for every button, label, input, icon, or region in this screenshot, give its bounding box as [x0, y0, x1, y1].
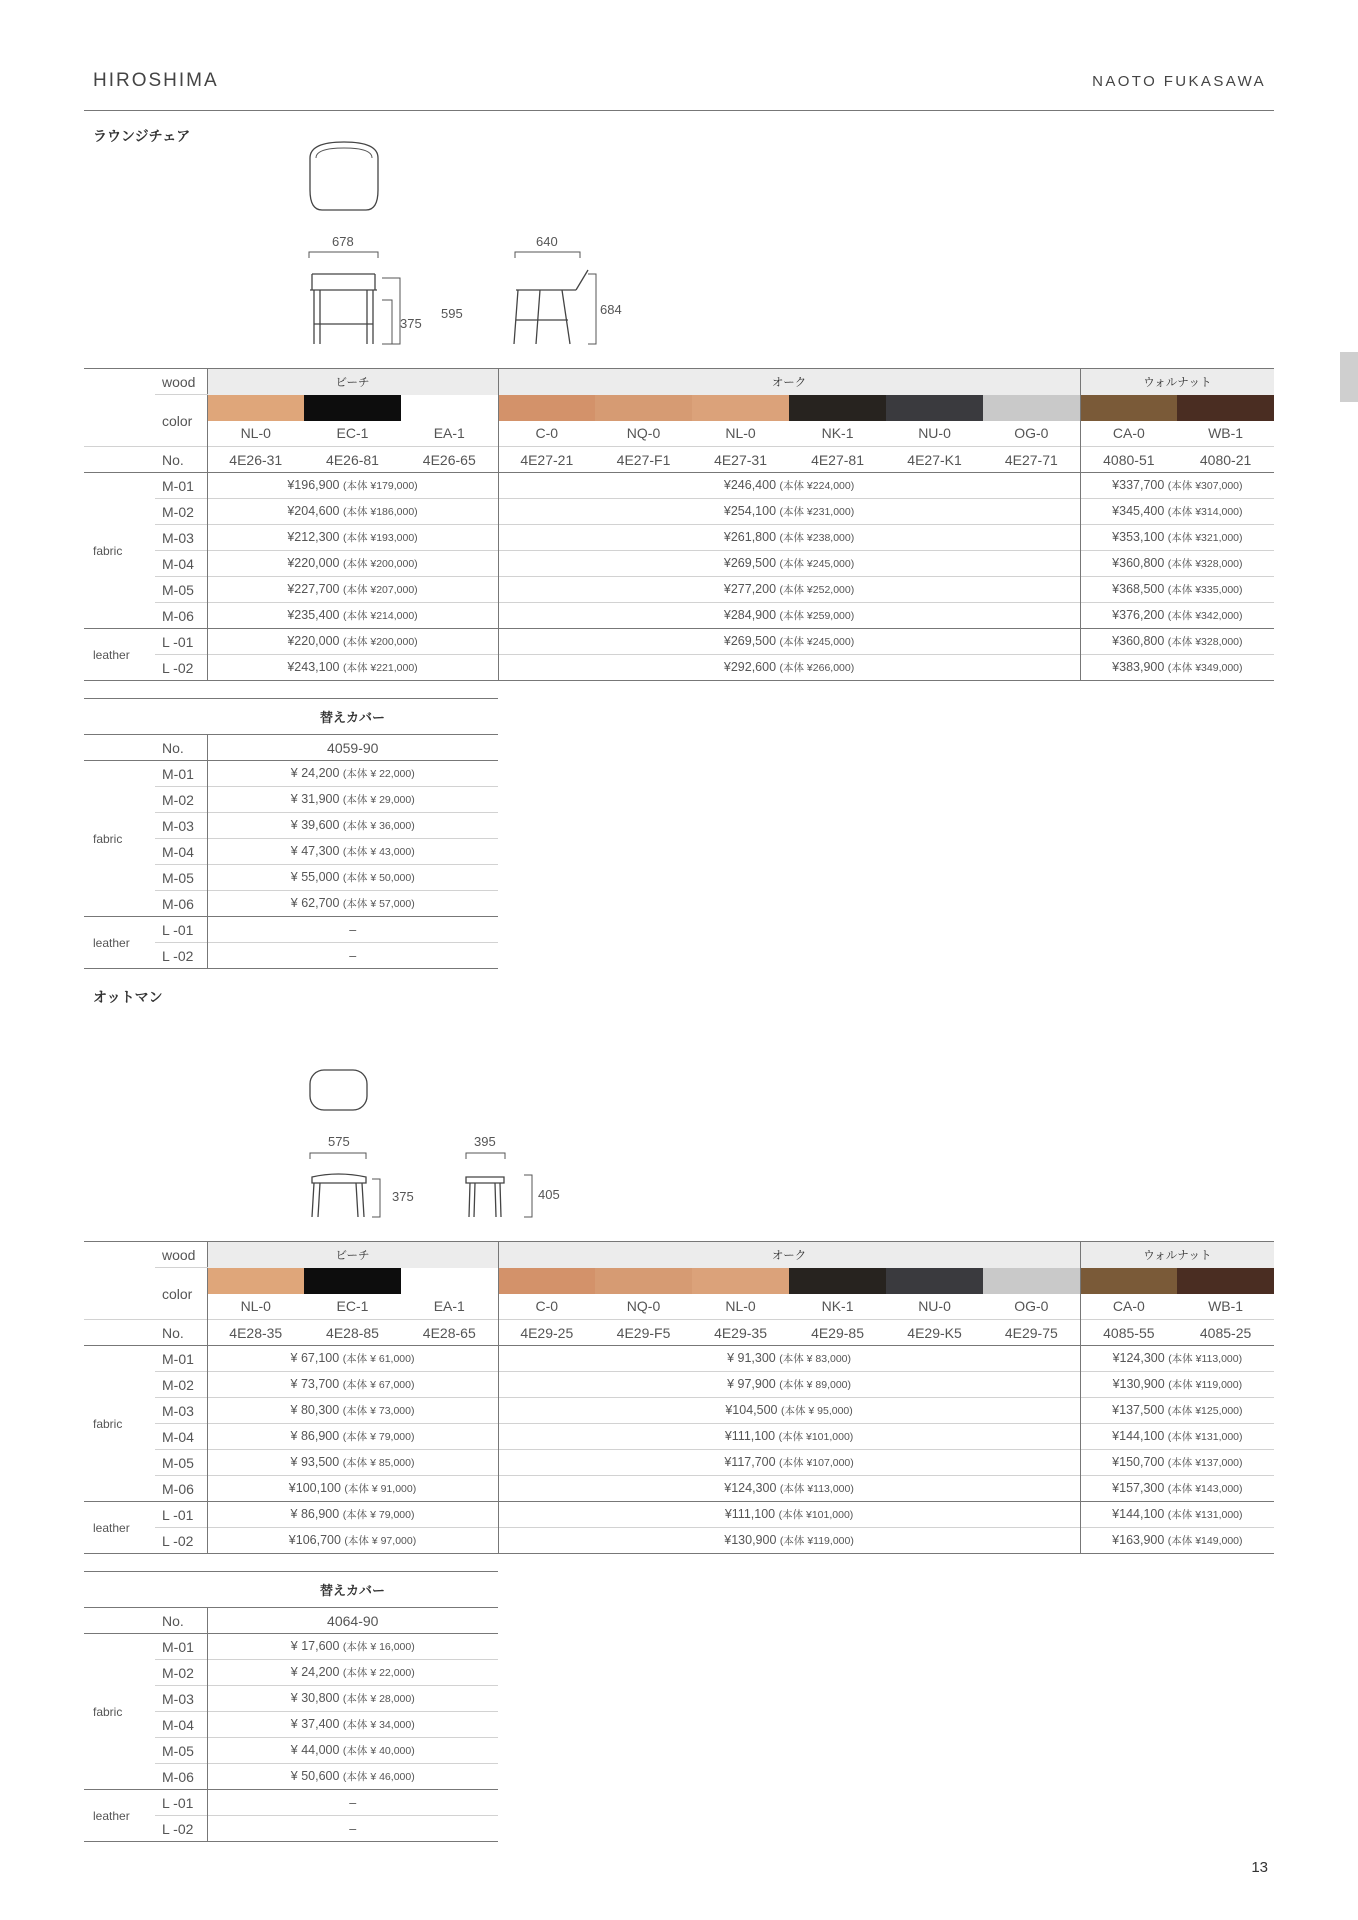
ottoman-width-bracket — [310, 1153, 366, 1159]
product-number: 4080-21 — [1199, 451, 1252, 468]
price-walnut: ¥124,300 (本体 ¥113,000) — [1112, 1351, 1243, 1365]
cover-price: ¥ 44,000 (本体 ¥ 40,000) — [290, 1743, 415, 1757]
product-number: 4E29-75 — [983, 1320, 1080, 1346]
price-walnut: ¥345,400 (本体 ¥314,000) — [1112, 504, 1243, 518]
row-label-wood: wood — [155, 1242, 207, 1268]
cover-row-label: M-02 — [155, 787, 207, 813]
section-title-lounge-chair: ラウンジチェア — [93, 128, 191, 144]
color-code: OG-0 — [983, 1294, 1080, 1320]
price-beech: ¥ 67,100 (本体 ¥ 61,000) — [207, 1346, 498, 1372]
cover-title: 替えカバー — [319, 710, 385, 725]
price-beech: ¥220,000 (本体 ¥200,000) — [207, 629, 498, 655]
dim-arm-height: 595 — [441, 306, 463, 321]
price-walnut: ¥337,700 (本体 ¥307,000) — [1112, 478, 1243, 492]
price-walnut: ¥376,200 (本体 ¥342,000) — [1112, 608, 1243, 622]
cover-price: ¥ 47,300 (本体 ¥ 43,000) — [290, 844, 415, 858]
price-walnut: ¥360,800 (本体 ¥328,000) — [1112, 556, 1243, 570]
row-label-color: color — [155, 395, 207, 447]
cover-price: ¥ 31,900 (本体 ¥ 29,000) — [290, 792, 415, 806]
color-code: EC-1 — [336, 425, 369, 442]
cover-row-label: M-01 — [155, 761, 207, 787]
group-label-leather: leather — [93, 647, 130, 662]
cover-row-label: M-02 — [155, 1660, 207, 1686]
price-row-label: M-01 — [155, 473, 207, 499]
row-label-no: No. — [155, 1320, 207, 1346]
price-walnut: ¥353,100 (本体 ¥321,000) — [1112, 530, 1243, 544]
depth-bracket — [515, 252, 580, 258]
price-oak: ¥111,100 (本体 ¥101,000) — [498, 1502, 1080, 1528]
product-number: 4E26-65 — [401, 447, 498, 473]
price-beech: ¥ 86,900 (本体 ¥ 79,000) — [207, 1502, 498, 1528]
price-walnut: ¥144,100 (本体 ¥131,000) — [1112, 1429, 1243, 1443]
price-oak: ¥ 97,900 (本体 ¥ 89,000) — [498, 1372, 1080, 1398]
color-swatch — [789, 395, 886, 421]
color-swatch — [304, 1268, 401, 1294]
cover-price: ¥ 30,800 (本体 ¥ 28,000) — [290, 1691, 415, 1705]
cover-row-label: M-03 — [155, 1686, 207, 1712]
dim-seat-height: 375 — [400, 316, 422, 331]
wood-header-walnut: ウォルナット — [1080, 369, 1274, 395]
ottoman-height-bracket — [372, 1179, 380, 1217]
header-divider — [84, 110, 1274, 111]
cover-row-label: M-01 — [155, 1634, 207, 1660]
price-row-label: M-03 — [155, 1398, 207, 1424]
price-oak: ¥130,900 (本体 ¥119,000) — [498, 1528, 1080, 1554]
row-label-no: No. — [155, 447, 207, 473]
color-code: EC-1 — [336, 1298, 369, 1315]
wood-header-beech: ビーチ — [207, 369, 498, 395]
product-number: 4E29-25 — [520, 1324, 574, 1341]
color-swatch — [304, 395, 401, 421]
cover-price: – — [349, 1821, 357, 1836]
color-code: C-0 — [535, 425, 559, 442]
color-swatch — [498, 1268, 595, 1294]
color-swatch — [983, 395, 1080, 421]
ottoman-front-view — [312, 1174, 366, 1217]
price-beech: ¥100,100 (本体 ¥ 91,000) — [207, 1476, 498, 1502]
color-swatch — [401, 1268, 498, 1294]
color-code: NL-0 — [725, 425, 756, 442]
group-label-leather: leather — [93, 1808, 130, 1823]
height-bracket — [588, 274, 596, 344]
color-swatch — [595, 395, 692, 421]
cover-row-label: M-06 — [155, 1764, 207, 1790]
price-walnut: ¥360,800 (本体 ¥328,000) — [1112, 634, 1243, 648]
color-code: WB-1 — [1208, 1298, 1244, 1315]
price-oak: ¥261,800 (本体 ¥238,000) — [498, 525, 1080, 551]
price-row-label: M-02 — [155, 1372, 207, 1398]
price-row-label: M-03 — [155, 525, 207, 551]
group-label-fabric: fabric — [93, 831, 123, 846]
price-row-label: M-05 — [155, 1450, 207, 1476]
color-code: OG-0 — [983, 421, 1080, 447]
cover-row-label: L -01 — [155, 1790, 207, 1816]
price-beech: ¥227,700 (本体 ¥207,000) — [207, 577, 498, 603]
dim-ottoman-width: 575 — [328, 1134, 350, 1149]
product-number: 4E26-31 — [229, 451, 283, 468]
price-beech: ¥220,000 (本体 ¥200,000) — [207, 551, 498, 577]
price-row-label: M-05 — [155, 577, 207, 603]
section-title-ottoman: オットマン — [93, 989, 163, 1005]
price-beech: ¥ 73,700 (本体 ¥ 67,000) — [207, 1372, 498, 1398]
cover-row-label: M-04 — [155, 839, 207, 865]
price-oak: ¥246,400 (本体 ¥224,000) — [498, 473, 1080, 499]
color-swatch — [1080, 1268, 1177, 1294]
product-number: 4E28-35 — [229, 1324, 283, 1341]
ottoman-side-height-bracket — [524, 1175, 532, 1217]
wood-header-beech: ビーチ — [207, 1242, 498, 1268]
price-beech: ¥196,900 (本体 ¥179,000) — [207, 473, 498, 499]
color-code: WB-1 — [1208, 425, 1244, 442]
cover-price: ¥ 39,600 (本体 ¥ 36,000) — [290, 818, 415, 832]
price-row-label: M-04 — [155, 1424, 207, 1450]
color-swatch — [207, 395, 304, 421]
color-code: NK-1 — [821, 425, 854, 442]
price-oak: ¥292,600 (本体 ¥266,000) — [498, 655, 1080, 681]
color-swatch — [692, 395, 789, 421]
price-oak: ¥254,100 (本体 ¥231,000) — [498, 499, 1080, 525]
price-walnut: ¥144,100 (本体 ¥131,000) — [1112, 1507, 1243, 1521]
dim-depth: 640 — [536, 234, 558, 249]
row-label-wood: wood — [155, 369, 207, 395]
cover-price: ¥ 37,400 (本体 ¥ 34,000) — [290, 1717, 415, 1731]
color-swatch — [595, 1268, 692, 1294]
cover-row-label: M-06 — [155, 891, 207, 917]
product-number: 4E29-F5 — [616, 1324, 671, 1341]
color-code: NQ-0 — [626, 425, 661, 442]
color-swatch — [692, 1268, 789, 1294]
price-row-label: M-06 — [155, 1476, 207, 1502]
seat-height-bracket — [382, 300, 392, 344]
product-number: 4E29-85 — [811, 1324, 864, 1341]
product-number: 4085-25 — [1199, 1324, 1252, 1341]
price-beech: ¥243,100 (本体 ¥221,000) — [207, 655, 498, 681]
page-number: 13 — [1251, 1859, 1268, 1876]
group-label-fabric: fabric — [93, 1416, 123, 1431]
cover-price: ¥ 24,200 (本体 ¥ 22,000) — [290, 766, 415, 780]
price-row-label: M-04 — [155, 551, 207, 577]
front-view — [310, 274, 377, 344]
price-row-label: M-01 — [155, 1346, 207, 1372]
group-label-leather: leather — [93, 935, 130, 950]
price-walnut: ¥150,700 (本体 ¥137,000) — [1112, 1455, 1243, 1469]
cover-number: 4064-90 — [327, 1612, 379, 1629]
color-swatch — [498, 395, 595, 421]
price-row-label: L -02 — [155, 655, 207, 681]
dim-height: 684 — [600, 302, 622, 317]
color-swatch — [886, 395, 983, 421]
wood-header-walnut: ウォルナット — [1080, 1242, 1274, 1268]
product-number: 4E27-F1 — [616, 451, 671, 468]
price-walnut: ¥157,300 (本体 ¥143,000) — [1112, 1481, 1243, 1495]
price-oak: ¥284,900 (本体 ¥259,000) — [498, 603, 1080, 629]
price-beech: ¥235,400 (本体 ¥214,000) — [207, 603, 498, 629]
cover-row-label: M-05 — [155, 865, 207, 891]
product-number: 4E26-81 — [326, 451, 379, 468]
dim-width: 678 — [332, 234, 354, 249]
price-oak: ¥ 91,300 (本体 ¥ 83,000) — [498, 1346, 1080, 1372]
cover-row-label: M-03 — [155, 813, 207, 839]
price-walnut: ¥383,900 (本体 ¥349,000) — [1112, 660, 1243, 674]
color-code: CA-0 — [1112, 1298, 1145, 1315]
color-code: NQ-0 — [626, 1298, 661, 1315]
ottoman-top-view — [310, 1070, 367, 1110]
dim-ottoman-height-side: 405 — [538, 1187, 560, 1202]
group-label-leather: leather — [93, 1520, 130, 1535]
price-walnut: ¥368,500 (本体 ¥335,000) — [1112, 582, 1243, 596]
row-label-no: No. — [155, 735, 207, 761]
cover-title: 替えカバー — [319, 1583, 385, 1598]
price-oak: ¥269,500 (本体 ¥245,000) — [498, 629, 1080, 655]
product-number: 4E27-31 — [714, 451, 767, 468]
price-walnut: ¥163,900 (本体 ¥149,000) — [1112, 1533, 1243, 1547]
dim-ottoman-height: 375 — [392, 1189, 414, 1204]
price-row-label: M-02 — [155, 499, 207, 525]
ottoman-depth-bracket — [466, 1153, 505, 1159]
color-code: C-0 — [535, 1298, 559, 1315]
cover-price: ¥ 24,200 (本体 ¥ 22,000) — [290, 1665, 415, 1679]
price-oak: ¥124,300 (本体 ¥113,000) — [498, 1476, 1080, 1502]
price-walnut: ¥137,500 (本体 ¥125,000) — [1112, 1403, 1243, 1417]
page-index-tab — [1340, 352, 1358, 402]
price-beech: ¥ 86,900 (本体 ¥ 79,000) — [207, 1424, 498, 1450]
product-number: 4E27-81 — [811, 451, 864, 468]
color-swatch — [1177, 395, 1274, 421]
product-number: 4E29-35 — [714, 1324, 767, 1341]
price-beech: ¥212,300 (本体 ¥193,000) — [207, 525, 498, 551]
group-label-fabric: fabric — [93, 543, 123, 558]
color-code: EA-1 — [401, 1294, 498, 1320]
color-swatch — [886, 1268, 983, 1294]
price-row-label: M-06 — [155, 603, 207, 629]
color-swatch — [789, 1268, 886, 1294]
ottoman-price-table — [84, 1241, 1274, 1554]
color-swatch — [401, 395, 498, 421]
price-row-label: L -01 — [155, 629, 207, 655]
product-number: 4E27-21 — [520, 451, 574, 468]
ottoman-side-view — [466, 1177, 504, 1217]
price-row-label: L -02 — [155, 1528, 207, 1554]
price-oak: ¥111,100 (本体 ¥101,000) — [498, 1424, 1080, 1450]
color-code: NK-1 — [821, 1298, 854, 1315]
color-swatch — [207, 1268, 304, 1294]
product-number: 4E27-K1 — [907, 451, 962, 468]
price-oak: ¥277,200 (本体 ¥252,000) — [498, 577, 1080, 603]
product-number: 4080-51 — [1103, 451, 1155, 468]
cover-price: ¥ 55,000 (本体 ¥ 50,000) — [290, 870, 415, 884]
price-row-label: L -01 — [155, 1502, 207, 1528]
color-code: NL-0 — [240, 425, 271, 442]
front-width-bracket — [309, 252, 378, 258]
lounge-cover-table — [84, 698, 498, 969]
cover-row-label: M-04 — [155, 1712, 207, 1738]
designer-name: NAOTO FUKASAWA — [1092, 73, 1266, 90]
color-swatch — [1080, 395, 1177, 421]
price-oak: ¥117,700 (本体 ¥107,000) — [498, 1450, 1080, 1476]
lounge-price-table — [84, 368, 1274, 681]
color-code: EA-1 — [401, 421, 498, 447]
product-number: 4E29-K5 — [907, 1324, 962, 1341]
cover-price: – — [349, 948, 357, 963]
cover-row-label: L -02 — [155, 1816, 207, 1842]
side-view — [514, 270, 588, 344]
arm-height-bracket — [382, 278, 400, 344]
group-label-fabric: fabric — [93, 1704, 123, 1719]
row-label-no: No. — [155, 1608, 207, 1634]
price-beech: ¥106,700 (本体 ¥ 97,000) — [207, 1528, 498, 1554]
product-number: 4E28-65 — [401, 1320, 498, 1346]
top-view-backrest — [316, 148, 372, 158]
cover-price: – — [349, 1795, 357, 1810]
dim-ottoman-depth: 395 — [474, 1134, 496, 1149]
cover-price: – — [349, 922, 357, 937]
wood-header-oak: オーク — [498, 369, 1080, 395]
cover-price: ¥ 17,600 (本体 ¥ 16,000) — [290, 1639, 415, 1653]
cover-price: ¥ 50,600 (本体 ¥ 46,000) — [290, 1769, 415, 1783]
color-swatch — [983, 1268, 1080, 1294]
price-beech: ¥204,600 (本体 ¥186,000) — [207, 499, 498, 525]
cover-price: ¥ 62,700 (本体 ¥ 57,000) — [290, 896, 415, 910]
cover-number: 4059-90 — [327, 739, 379, 756]
color-code: NU-0 — [918, 1298, 951, 1315]
cover-row-label: L -02 — [155, 943, 207, 969]
color-swatch — [1177, 1268, 1274, 1294]
price-walnut: ¥130,900 (本体 ¥119,000) — [1112, 1377, 1243, 1391]
product-number: 4085-55 — [1103, 1324, 1155, 1341]
price-oak: ¥269,500 (本体 ¥245,000) — [498, 551, 1080, 577]
price-beech: ¥ 93,500 (本体 ¥ 85,000) — [207, 1450, 498, 1476]
color-code: CA-0 — [1112, 425, 1145, 442]
color-code: NU-0 — [918, 425, 951, 442]
cover-row-label: L -01 — [155, 917, 207, 943]
row-label-color: color — [155, 1268, 207, 1320]
color-code: NL-0 — [725, 1298, 756, 1315]
cover-row-label: M-05 — [155, 1738, 207, 1764]
brand-title: HIROSHIMA — [93, 70, 219, 91]
price-beech: ¥ 80,300 (本体 ¥ 73,000) — [207, 1398, 498, 1424]
color-code: NL-0 — [240, 1298, 271, 1315]
ottoman-cover-table — [84, 1571, 498, 1842]
price-oak: ¥104,500 (本体 ¥ 95,000) — [498, 1398, 1080, 1424]
product-number: 4E28-85 — [326, 1324, 379, 1341]
product-number: 4E27-71 — [983, 447, 1080, 473]
wood-header-oak: オーク — [498, 1242, 1080, 1268]
